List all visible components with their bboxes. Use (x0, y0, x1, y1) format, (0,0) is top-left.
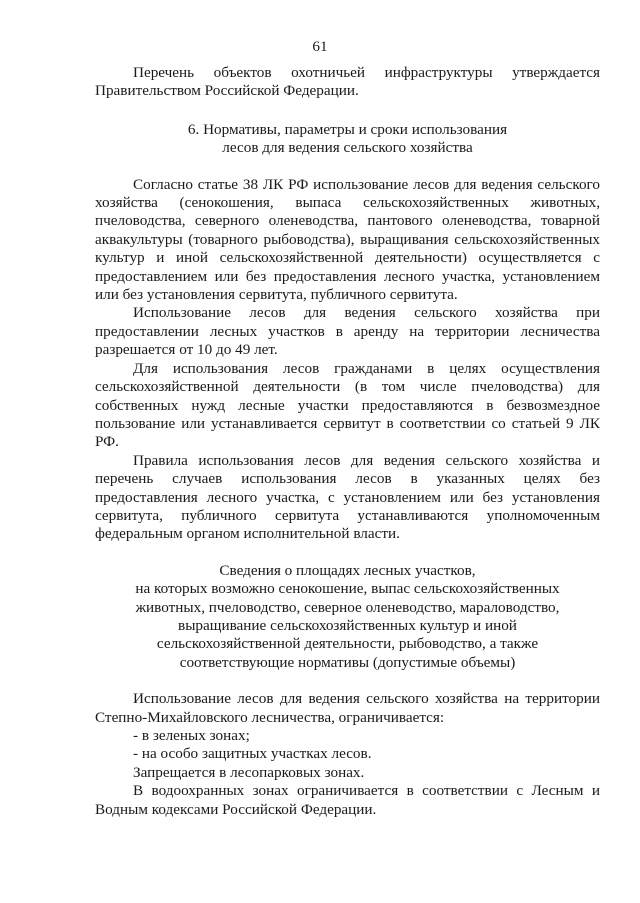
page-number: 61 (312, 38, 328, 55)
water-zones-text: В водоохранных зонах ограничивается в соответствии с Лесным и Водным кодексами Российской Федерации. (95, 782, 600, 818)
info-title-line: на которых возможно сенокошение, выпас сельскохозяйственных (135, 580, 560, 598)
paragraph: Правила использования лесов для ведения сельского хозяйства и перечень случаев использования лесов в указанных целях без предоставления лесного участка, с установлением или без установления сервитута, публичного сервитута устанавливаются уполномоченным федеральным органом исполнительной власти. (95, 451, 600, 543)
paragraph: Для использования лесов гражданами в целях осуществления сельскохозяйственной деятельности (в том числе пчеловодства) для собственных нужд лесные участки предоставляются в безвозмездное пользование или устанавливается сервитут в соответствии со статьей 9 ЛК РФ. (95, 359, 600, 451)
restrictions-block (95, 690, 600, 819)
section-heading (95, 121, 600, 158)
intro-paragraph: Перечень объектов охотничьей инфраструктуры утверждается Правительством Российской Федерации. (95, 64, 600, 100)
info-title-line: выращивание сельскохозяйственных культур и иной (178, 616, 517, 634)
paragraph: Использование лесов для ведения сельского хозяйства при предоставлении лесных участков в аренду на территории лесничества разрешается от 10 до 49 лет. (95, 304, 600, 359)
section-title-line2: лесов для ведения сельского хозяйства (222, 139, 473, 157)
forbidden-text: Запрещается в лесопарковых зонах. (133, 763, 365, 781)
section-title-line1: 6. Нормативы, параметры и сроки использования (187, 120, 508, 138)
info-title-line: Сведения о площадях лесных участков, (219, 561, 476, 579)
info-title-line: соответствующие нормативы (допустимые объемы) (179, 653, 516, 671)
paragraph: Согласно статье 38 ЛК РФ использование лесов для ведения сельского хозяйства (сенокошения, выпаса сельскохозяйственных животных, пчеловодства, северного оленеводства, пантового оленеводства, товарной аквакультуры (товарного рыбоводства), выращивания сельскохозяйственных культур и иной сельскохозяйственной деятельности) осуществляется с предоставлением или без предоставления лесного участка, установлением или без установления сервитута, публичного сервитута. (95, 175, 600, 304)
info-title-line: животных, пчеловодство, северное оленеводство, мараловодство, (135, 598, 560, 616)
section-body (95, 176, 600, 544)
info-heading (95, 562, 600, 672)
info-title-line: сельскохозяйственной деятельности, рыбоводство, а также (156, 635, 539, 653)
restriction-intro: Использование лесов для ведения сельского хозяйства на территории Степно-Михайловского лесничества, ограничивается: (95, 690, 600, 726)
page-content (95, 64, 600, 819)
restriction-item: - на особо защитных участках лесов. (133, 745, 372, 763)
restriction-item: - в зеленых зонах; (133, 727, 250, 744)
